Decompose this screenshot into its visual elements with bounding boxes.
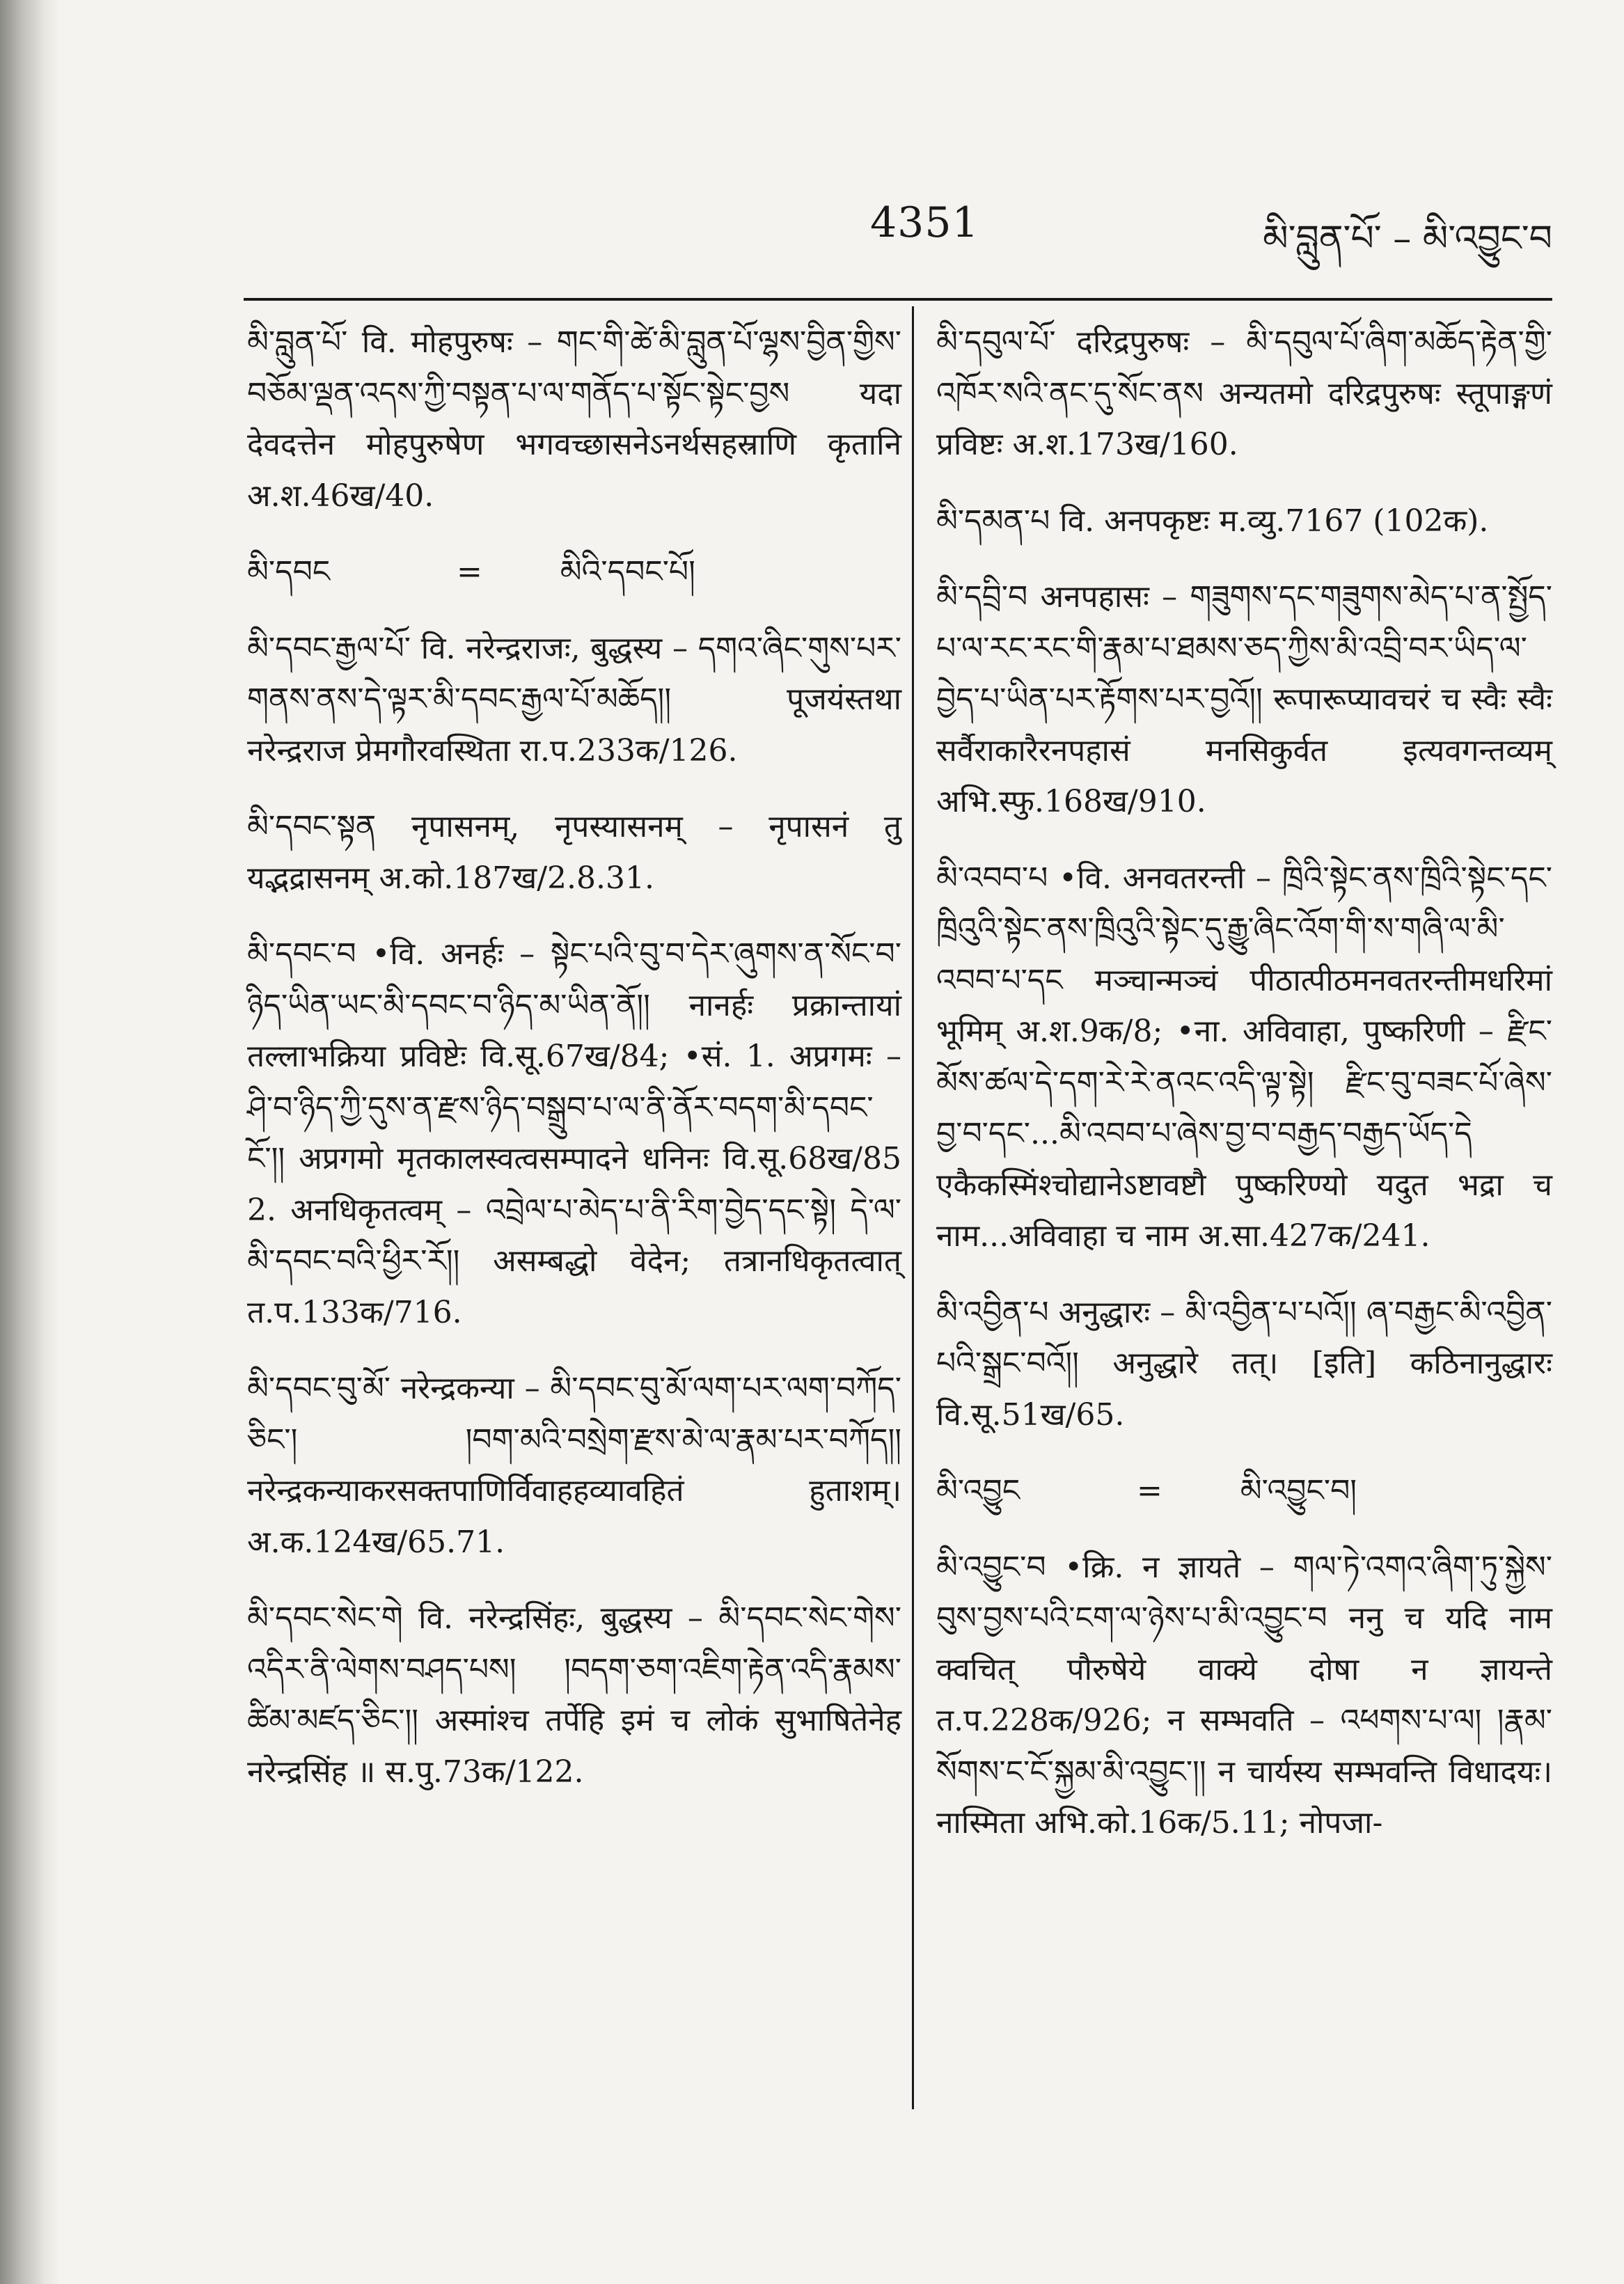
dictionary-entry: མི་དབུལ་པོ་ दरिद्रपुरुषः – མི་དབུལ་པོ་ཞིག་མཆོད་རྟེན་གྱི་འཁོར་སའི་ནང་དུ་སོང་ནས अन्यतमो दरिद्रपुरुषः स्तूपाङ्गणं प्रविष्टः अ.श.173ख/160. — [936, 324, 1552, 462]
dictionary-entry: མི་འབྱུང = མི་འབྱུང་བ། — [936, 1473, 1357, 1509]
book-binding-edge — [0, 0, 59, 2284]
dictionary-entry: མི་དབང = མིའི་དབང་པོ། — [247, 554, 695, 590]
dictionary-entry: མི་དབང་སེང་གེ वि. नरेन्द्रसिंहः, बुद्धस्य – མི་དབང་སེང་གེས་འདིར་ནི་ལེགས་བཤད་པས། །བདག་ཅག་འཇིག་རྟེན་འདི་རྣམས་ཚིམ་མཛད་ཅིང་།། अस्मांश्च तर्पेहि इमं च लोकं सुभाषितेनेह नरेन्द्रसिंह ॥ स.पु.73क/122. — [247, 1600, 901, 1790]
running-head: མི་བླུན་པོ་ – མི་འབྱུང་བ — [1263, 218, 1552, 260]
dictionary-entry: མི་དབྲི་བ अनपहासः – གཟུགས་དང་གཟུགས་མེད་པ་ན་སྤྱོད་པ་ལ་རང་རང་གི་རྣམ་པ་ཐམས་ཅད་ཀྱིས་མི་འབྲི་བར་ཡིད་ལ་བྱེད་པ་ཡིན་པར་རྟོགས་པར་བྱའོ།། रूपारूप्यावचरं च स्वैः स्वैः सर्वैराकारैरनपहासं मनसिकुर्वत इत्यवगन्तव्यम् अभि.स्फु.168ख/910. — [936, 579, 1552, 819]
right-column — [936, 317, 1552, 1874]
dictionary-entry: མི་བླུན་པོ་ वि. मोहपुरुषः – གང་གི་ཚེ་མི་བླུན་པོ་ལྷས་བྱིན་གྱིས་བཅོམ་ལྡན་འདས་ཀྱི་བསྟན་པ་ལ་གནོད་པ་སྟོང་སྟེང་བྱས यदा देवदत्तेन मोहपुरुषेण भगवच्छासनेऽनर्थसहस्राणि कृतानि अ.श.46ख/40. — [247, 324, 901, 514]
dictionary-entry: མི་འབྱིན་པ अनुद्धारः – མི་འབྱིན་པ་པའོ།། ཞ་བརྒྱང་མི་འབྱིན་པའི་སྒྲང་བའོ།། अनुद्धारे तत्। [इति] कठिनानुद्धारः वि.सू.51ख/65. — [936, 1294, 1552, 1433]
column-divider — [912, 306, 914, 2109]
dictionary-entry: མི་འབབ་པ •वि. अनवतरन्ती – ཁྲིའི་སྟེང་ནས་ཁྲིའི་སྟེང་དང་ཁྲིའུའི་སྟེང་ནས་ཁྲིའུའི་སྟེང་དུ་རྒྱུ་ཞིང་འོག་གི་ས་གཞི་ལ་མི་འབབ་པ་དང मञ्चान्मञ्चं पीठात्पीठमनवतरन्तीमधरिमां भूमिम् अ.श.9क/8; •ना. अविवाहा, पुष्करिणी – རྫིང་མོས་ཚལ་དེ་དག་རེ་རེ་ནའང་འདི་ལྟ་སྟེ། རྫིང་བུ་བཟང་པོ་ཞེས་བྱ་བ་དང་...མི་འབབ་པ་ཞེས་བྱ་བ་བརྒྱད་བརྒྱད་ཡོད་དེ एकैकस्मिंश्चोद्यानेऽष्टावष्टौ पुष्करिण्यो यदुत भद्रा च नाम...अविवाहा च नाम अ.सा.427क/241. — [936, 860, 1552, 1254]
dictionary-entry: མི་དབང་སྟན नृपासनम्, नृपस्यासनम् – नृपासनं तु यद्भद्रासनम् अ.को.187ख/2.8.31. — [247, 809, 901, 896]
dictionary-entry: མི་འབྱུང་བ •क्रि. न ज्ञायते – གལ་ཏེ་འགའ་ཞིག་ཏུ་སྐྱེས་བུས་བྱས་པའི་ངག་ལ་ཉེས་པ་མི་འབྱུང་བ ननु च यदि नाम क्वचित् पौरुषेये वाक्ये दोषा न ज्ञायन्ते त.प.228क/926; न सम्भवति – འཕགས་པ་ལ། །རྣམ་སོགས་ང་ངོ་སྐྱམ་མི་འབྱུང་།། न चार्यस्य सम्भवन्ति विधादयः। नास्मिता अभि.को.16क/5.11; नोपजा- — [936, 1549, 1552, 1841]
page-number: 4351 — [870, 198, 979, 247]
page-header — [244, 198, 1552, 261]
left-column — [247, 317, 901, 1822]
dictionary-entry: མི་དམན་པ वि. अनपकृष्टः म.व्यु.7167 (102क). — [936, 503, 1489, 539]
dictionary-entry: མི་དབང་བུ་མོ་ नरेन्द्रकन्या – མི་དབང་བུ་མོ་ལག་པར་ལག་བཀོད་ཅིང་། །བག་མའི་བསྲེག་རྫས་མེ་ལ་རྣམ་པར་བཀོད།། नरेन्द्रकन्याकरसक्तपाणिर्विवाहहव्यावहितं हुताशम्। अ.क.124ख/65.71. — [247, 1371, 901, 1560]
header-rule — [244, 298, 1552, 301]
dictionary-entry: མི་དབང་རྒྱལ་པོ་ वि. नरेन्द्रराजः, बुद्धस्य – དགའ་ཞིང་གུས་པར་གནས་ནས་དེ་ལྟར་མི་དབང་རྒྱལ་པོ་མཆོད།། पूजयंस्तथा नरेन्द्रराज प्रेमगौरवस्थिता रा.प.233क/126. — [247, 630, 901, 769]
dictionary-entry: མི་དབང་བ •वि. अनर्हः – སྟེང་པའི་བུ་བ་དེར་ཞུགས་ན་སོང་བ་ཉིད་ཡིན་ཡང་མི་དབང་བ་ཉིད་མ་ཡིན་ནོ།། नानर्हः प्रक्रान्तायां तल्लाभक्रिया प्रविष्टेः वि.सू.67ख/84; •सं. 1. अप्रगमः – ཤི་བ་ཉིད་ཀྱི་དུས་ན་རྫས་ཉིད་བསྒྲུབ་པ་ལ་ནི་ནོར་བདག་མི་དབང་ངོ་།། अप्रगमो मृतकालस्वत्वसम्पादने धनिनः वि.सू.68ख/85 2. अनधिकृतत्वम् – འབྲེལ་པ་མེད་པ་ནི་རིག་བྱེད་དང་སྟེ། དེ་ལ་མི་དབང་བའི་ཕྱིར་རོ།། असम्बद्धो वेदेन; तत्रानधिकृतत्वात् त.प.133क/716. — [247, 936, 901, 1330]
